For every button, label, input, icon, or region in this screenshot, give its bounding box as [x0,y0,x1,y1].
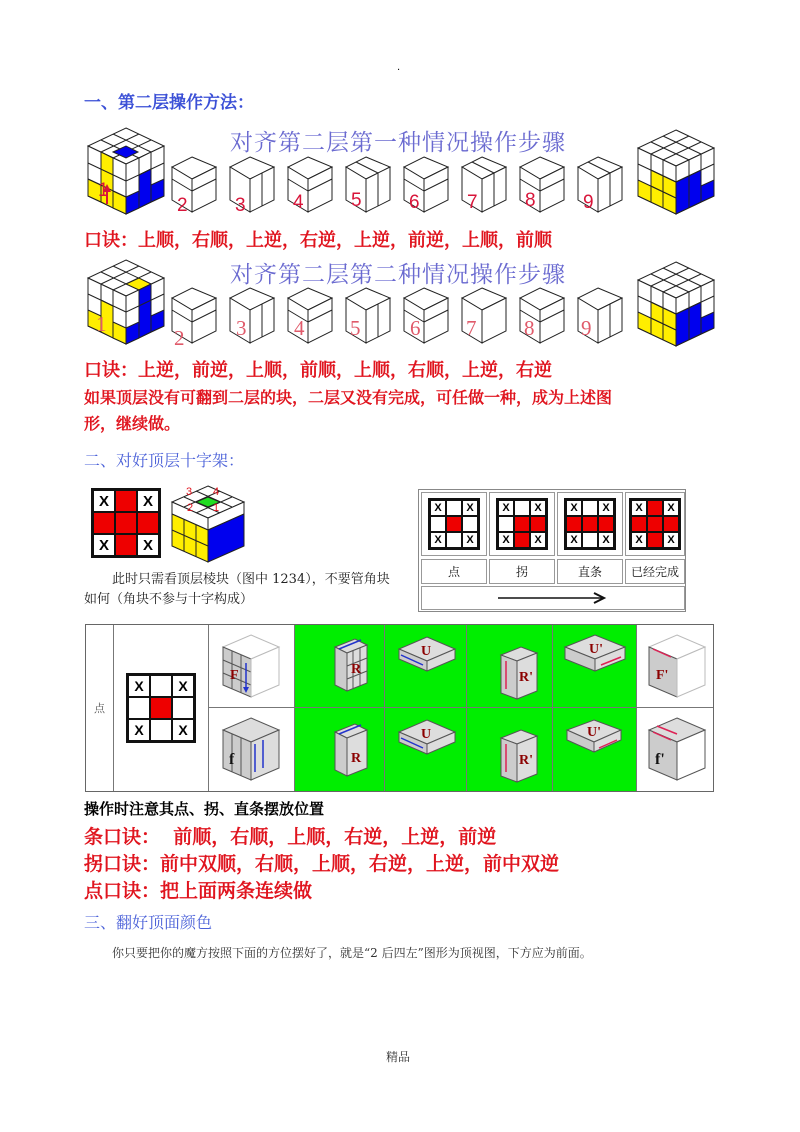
move-cell [467,708,553,791]
corner-mnemonic: 拐口诀：前中双顺，右顺，上顺，右逆，上逆，前中双逆 [84,853,560,875]
svg-text:f': f' [655,751,665,768]
dot-pattern-cell [114,625,209,791]
row-label-cell [86,625,114,791]
step-number: 7 [467,192,478,213]
step-number: 8 [525,190,536,211]
cube-move-R-icon [331,722,371,778]
cube-move-R-icon [331,637,371,693]
cube-solved-case1-icon [636,128,716,216]
svg-text:1: 1 [213,502,220,514]
section2-description-line2: 如何（角块不参与十字构成） [84,592,254,607]
step-number: 9 [583,192,594,213]
move-cell [467,625,553,708]
grid-cell: X [93,490,115,512]
move-cell [553,625,637,708]
section2-description-line1: 此时只需看顶层棱块（图中 1234），不要管角块 [112,572,390,587]
step-number: 4 [293,192,304,213]
move-cell [385,708,467,791]
pattern-label: 拐 [515,565,528,579]
cross-pattern-table [418,489,686,612]
move-cell [385,625,467,708]
section1-note-line2: 形，继续做。 [84,414,181,433]
step-number: 1 [98,180,109,201]
move-cell [209,625,295,708]
svg-text:4: 4 [213,486,220,498]
svg-text:F': F' [656,668,669,683]
cross-target-grid [91,488,161,558]
section3-heading: 三、翻好顶面颜色 [84,913,213,932]
pattern-label: 已经完成 [630,565,679,579]
cube-move-Rprime-icon [497,645,541,701]
grid-cell: X [137,534,159,556]
pattern-label: 点 [447,565,460,579]
page-footer: 精品 [386,1050,411,1064]
pattern-cell-corner [489,492,555,556]
svg-text:U': U' [587,725,601,740]
row-label: 点 [94,702,105,715]
svg-text:U: U [421,727,432,742]
step-number: 4 [294,316,305,340]
step-number: 5 [351,190,362,211]
move-cell [553,708,637,791]
svg-text:3: 3 [186,486,193,498]
line-mnemonic: 条口诀： 前顺，右顺，上顺，右逆，上逆，前逆 [84,826,497,848]
step-number: 2 [177,195,188,216]
section1-heading: 一、第二层操作方法： [84,93,254,113]
grid-cell: X [93,534,115,556]
svg-text:U': U' [589,642,603,657]
cube-edge-labels-icon [170,484,246,564]
move-cell [295,625,385,708]
pattern-cell-dot [421,492,487,556]
cube-move-U-icon [397,718,457,756]
grid-cell: X [137,490,159,512]
step-number: 5 [350,316,361,340]
placement-note: 操作时注意其点、拐、直条摆放位置 [84,800,325,818]
svg-text:2: 2 [187,502,194,514]
case2-mnemonic: 口诀：上逆，前逆，上顺，前顺，上顺，右顺，上逆，右逆 [84,360,552,381]
pattern-label-cell [421,559,487,584]
grid-cell [115,512,137,534]
pattern-grid-corner: X X X X [496,498,548,550]
svg-text:F: F [230,668,239,683]
cube-move-Uprime-icon [565,718,623,754]
step-number: 9 [581,316,592,340]
pattern-label-cell [489,559,555,584]
grid-cell [137,512,159,534]
section1-note-line1: 如果顶层没有可翻到二层的块，二层又没有完成，可任做一种，成为上述图 [84,388,613,407]
grid-cell [115,490,137,512]
svg-text:R: R [351,751,362,766]
cube-move-F-icon [221,633,281,699]
arrow-right-icon [498,592,608,604]
move-cell [637,708,713,791]
pattern-cell-line [557,492,623,556]
case1-mnemonic: 口诀：上顺，右顺，上逆，右逆，上逆，前逆，上顺，前顺 [84,230,552,251]
cube-solved-case2-icon [636,260,716,348]
pattern-label-cell [557,559,623,584]
cube-move-fprime-icon [647,716,707,782]
case1-figure-title: 对齐第二层第一种情况操作步骤 [230,130,566,156]
cube-move-Uprime-icon [563,633,627,673]
case2-figure-title: 对齐第二层第二种情况操作步骤 [230,262,566,288]
step-number: 8 [524,316,535,340]
step-number: 6 [410,316,421,340]
step-number: 7 [466,316,477,340]
svg-text:R': R' [519,670,533,685]
pattern-arrow-cell [421,586,685,610]
algorithm-table [85,624,714,792]
move-cell [637,625,713,708]
pattern-grid-dot: X X X X [428,498,480,550]
step-number: 2 [174,326,185,350]
move-cell [209,708,295,791]
move-cell [295,708,385,791]
step-number: 6 [409,192,420,213]
step-number: 1 [96,312,107,336]
grid-cell [93,512,115,534]
pattern-cell-done [625,492,685,556]
svg-text:f: f [229,751,235,768]
pattern-grid-done: X X X X [629,498,681,550]
step-number: 3 [236,316,247,340]
cube-start-case1-icon [86,126,166,216]
top-mark: . [397,62,401,73]
section3-text: 你只要把你的魔方按照下面的方位摆好了，就是“2 后四左”图形为顶视图，下方应为前面。 [112,946,592,960]
dot-mnemonic: 点口诀：把上面两条连续做 [84,880,313,902]
svg-text:R: R [351,662,362,677]
grid-cell [115,534,137,556]
pattern-label: 直条 [577,565,602,579]
svg-text:U: U [421,644,432,659]
dot-pattern-grid: X X X X [126,673,196,743]
cube-move-U-icon [397,635,457,673]
cube-move-Rprime-icon [497,728,541,784]
pattern-grid-line: X X X X [564,498,616,550]
cube-move-f-icon [221,716,281,782]
section2-heading: 二、对好顶层十字架： [84,451,245,470]
pattern-label-cell [625,559,685,584]
step-number: 3 [235,195,246,216]
cube-move-Fprime-icon [647,633,707,699]
svg-text:R': R' [519,753,533,768]
